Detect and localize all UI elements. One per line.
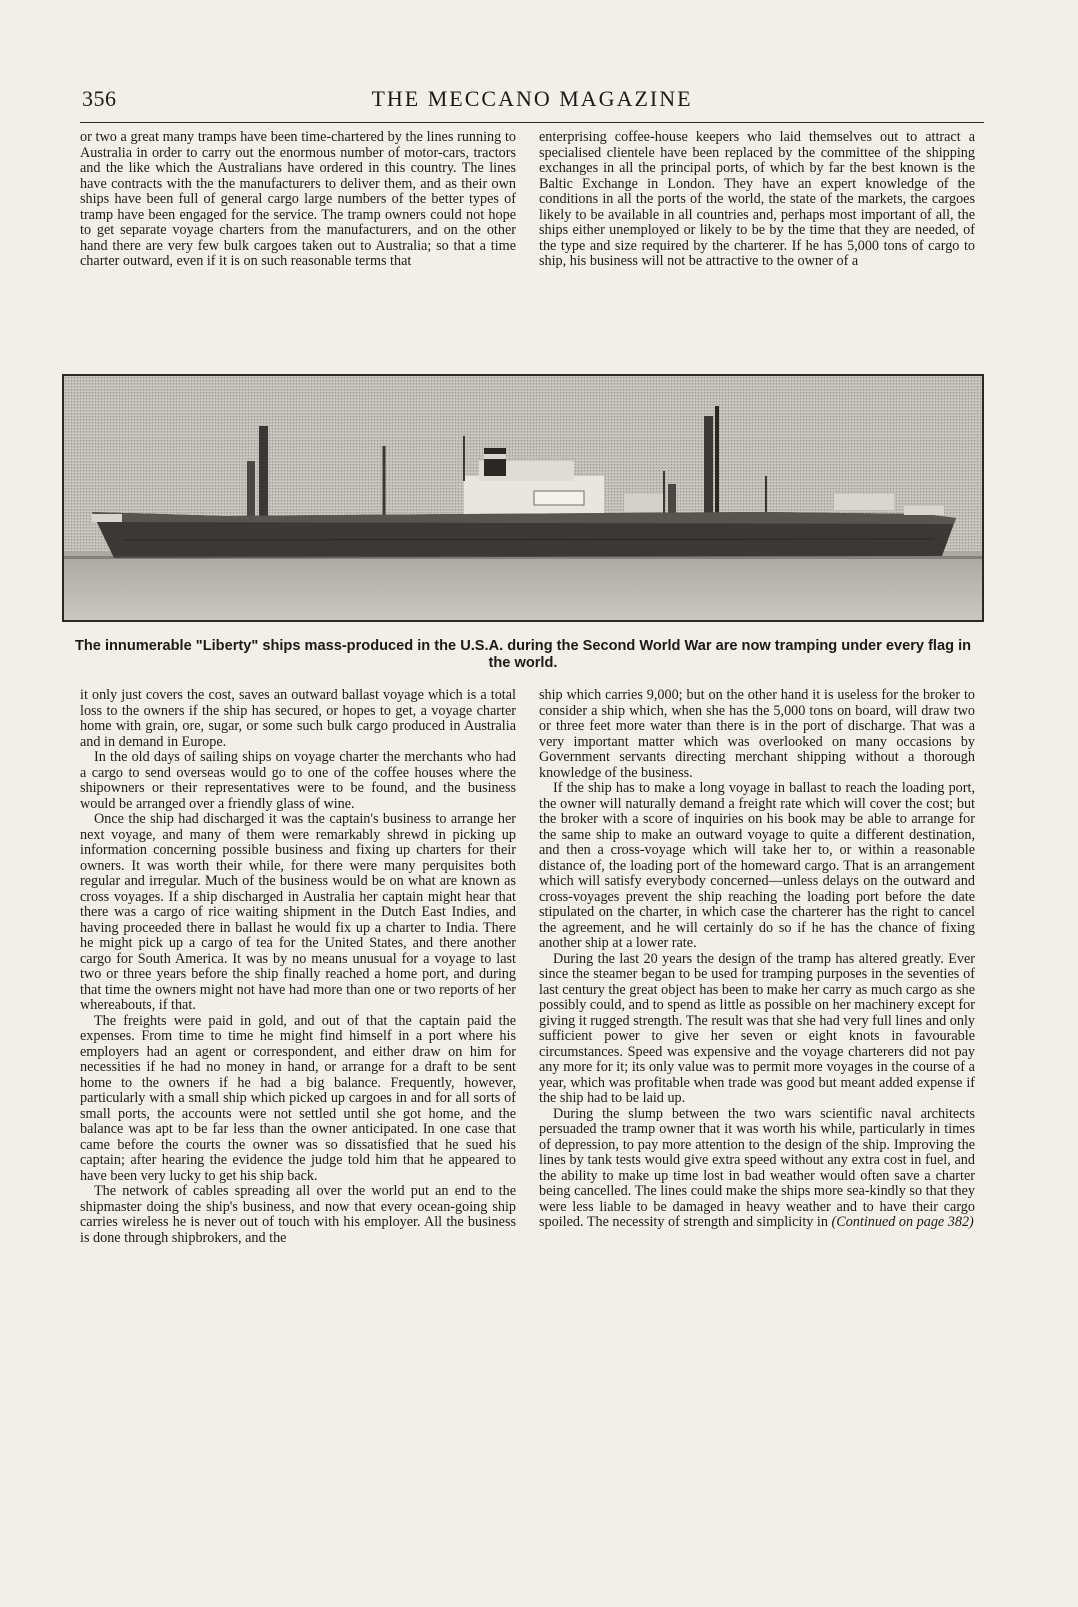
paragraph: During the last 20 years the design of the tramp has altered greatly. Ever since the steamer began to be used for tramping purposes in the seventies of last century the great object has been to make her carry as much cargo as she possibly could, and to spend as little as possible on her machinery except for giving it rugged strength. The result was that she had very full lines and only sufficient power to give her seven or eight knots in favourable circumstances. Speed was expensive and the voyage charterers did not pay any more for it; its only value was to permit more voyages in the course of a year, which was profitable when trade was good but meant added expense if the ship had to be laid up.: [539, 950, 975, 1106]
bottom-right-column: [539, 688, 975, 1231]
paragraph: In the old days of sailing ships on voyage charter the merchants who had a cargo to send overseas would go to one of the coffee houses where the shipowners or their representatives were to be found, and the business would be arranged over a friendly glass of wine.: [80, 749, 516, 812]
bottom-left-column: [80, 688, 516, 1246]
page-number: 356: [82, 86, 117, 111]
continued-on-link: (Continued on page 382): [831, 1214, 974, 1230]
ship-illustration: [64, 376, 982, 620]
last-paragraph: [539, 1107, 975, 1231]
page-header: [80, 86, 984, 123]
paragraph: If the ship has to make a long voyage in ballast to reach the loading port, the owner will naturally demand a freight rate which will cover the cost; but the broker with a score of inquiries on his book may be able to arrange for the same ship to make an outward voyage to quite a different destination, and then a cross-voyage which will take her to, or within a reasonable distance of, the loading port of the homeward cargo. That is an arrangement which will satisfy everybody concerned—unless delays on the outward and cross-voyages prevent the ship reaching the loading port before the date stipulated on the charter, in which case the charterer has the right to cancel the agreement, and he will certainly do so if he has the chance of fixing another ship at a lower rate.: [539, 780, 975, 951]
top-left-column: [80, 130, 516, 270]
paragraph: enterprising coffee-house keepers who laid themselves out to attract a specialised clientele have been replaced by the committee of the shipping exchanges in all the principal ports, of which by far the best known is the Baltic Exchange in London. They have an expert knowledge of the conditions in all the ports of the world, the state of the markets, the cargoes likely to be available in all countries and, perhaps most important of all, the ships either unemployed or likely to be by the time that they are needed, of the type and size required by the charterer. If he has 5,000 tons of cargo to ship, his business will not be attractive to the owner of a: [539, 129, 975, 269]
liberty-ship-photo: [62, 374, 984, 622]
photo-caption: The innumerable "Liberty" ships mass-produced in the U.S.A. during the Second World War are now tramping under every flag in the world.: [74, 638, 972, 671]
paragraph: The freights were paid in gold, and out of that the captain paid the expenses. From time to time he might find himself in a port where his employers had an agent or correspondent, and either draw on him for necessities if he had no money in hand, or arrange for a draft to be sent home to the owners if he had a big balance. Frequently, however, particularly with a small ship which picked up cargoes in and for all sorts of small ports, the accounts were not settled until she got home, and the balance was apt to be far less than the owner anticipated. In one case that came before the courts the owner was so dissatisfied that he sued his captain; after hearing the evidence the judge told him that he appeared to have been very lucky to get his ship back.: [80, 1012, 516, 1184]
paragraph: it only just covers the cost, saves an outward ballast voyage which is a total loss to the owners if the ship has secured, or hopes to get, a voyage charter home with grain, ore, sugar, or some such bulk cargo produced in Australia and in demand in Europe.: [80, 687, 516, 750]
paragraph: ship which carries 9,000; but on the other hand it is useless for the broker to consider a ship which, when she has the 5,000 tons on board, will draw two or three feet more water than there is in the port of discharge. That was a very important matter which was overlooked on many occasions by Government servants directing merchant shipping without a thorough knowledge of the business.: [539, 687, 975, 781]
paragraph: The network of cables spreading all over the world put an end to the shipmaster doing the ship's business, and now that every ocean-going ship carries wireless he is never out of touch with his employer. All the business is done through shipbrokers, and the: [80, 1183, 516, 1246]
magazine-title: THE MECCANO MAGAZINE: [371, 86, 693, 111]
top-right-column: [539, 130, 975, 270]
paragraph-text: During the slump between the two wars scientific naval architects persuaded the tramp owner that it was worth his while, particularly in times of depression, to pay more attention to the design of the ship. Improving the lines by tank tests would give extra speed without any extra cost in fuel, and the ability to make up time lost in bad weather would often save a charter being cancelled. The lines could make the ships more sea-kindly so that they were less liable to be damaged in heavy weather and to have their cargo spoiled. The necessity of strength and simplicity in: [539, 1105, 975, 1230]
paragraph: Once the ship had discharged it was the captain's business to arrange her next voyage, and many of them were remarkably shrewd in picking up information concerning possible business and fixing up charters for their owners. It was worth their while, for there were many perquisites both regular and irregular. Much of the business would be on what are known as cross voyages. If a ship discharged in Australia her captain might hear that there was a cargo of rice waiting shipment in the Dutch East Indies, and having proceeded there in ballast he would fix up a charter to India. There he might pick up a cargo of tea for the United States, and there another cargo for South America. It was by no means unusual for a voyage to last two or three years before the ship finally reached a home port, and during that time the owners might not have had more than one or two reports of her whereabouts, if that.: [80, 811, 516, 1013]
paragraph: or two a great many tramps have been time-chartered by the lines running to Australia in order to carry out the enormous number of motor-cars, tractors and the like which the Australians have ordered in this country. The lines have contracts with the the manufacturers to deliver them, and as their own ships have been full of general cargo large numbers of the better types of tramp have been engaged for the service. The tramp owners could not hope to get separate voyage charters from the manufacturers, and on the other hand there are very few bulk cargoes taken out to Australia; so that a time charter outward, even if it is on such reasonable terms that: [80, 129, 516, 269]
